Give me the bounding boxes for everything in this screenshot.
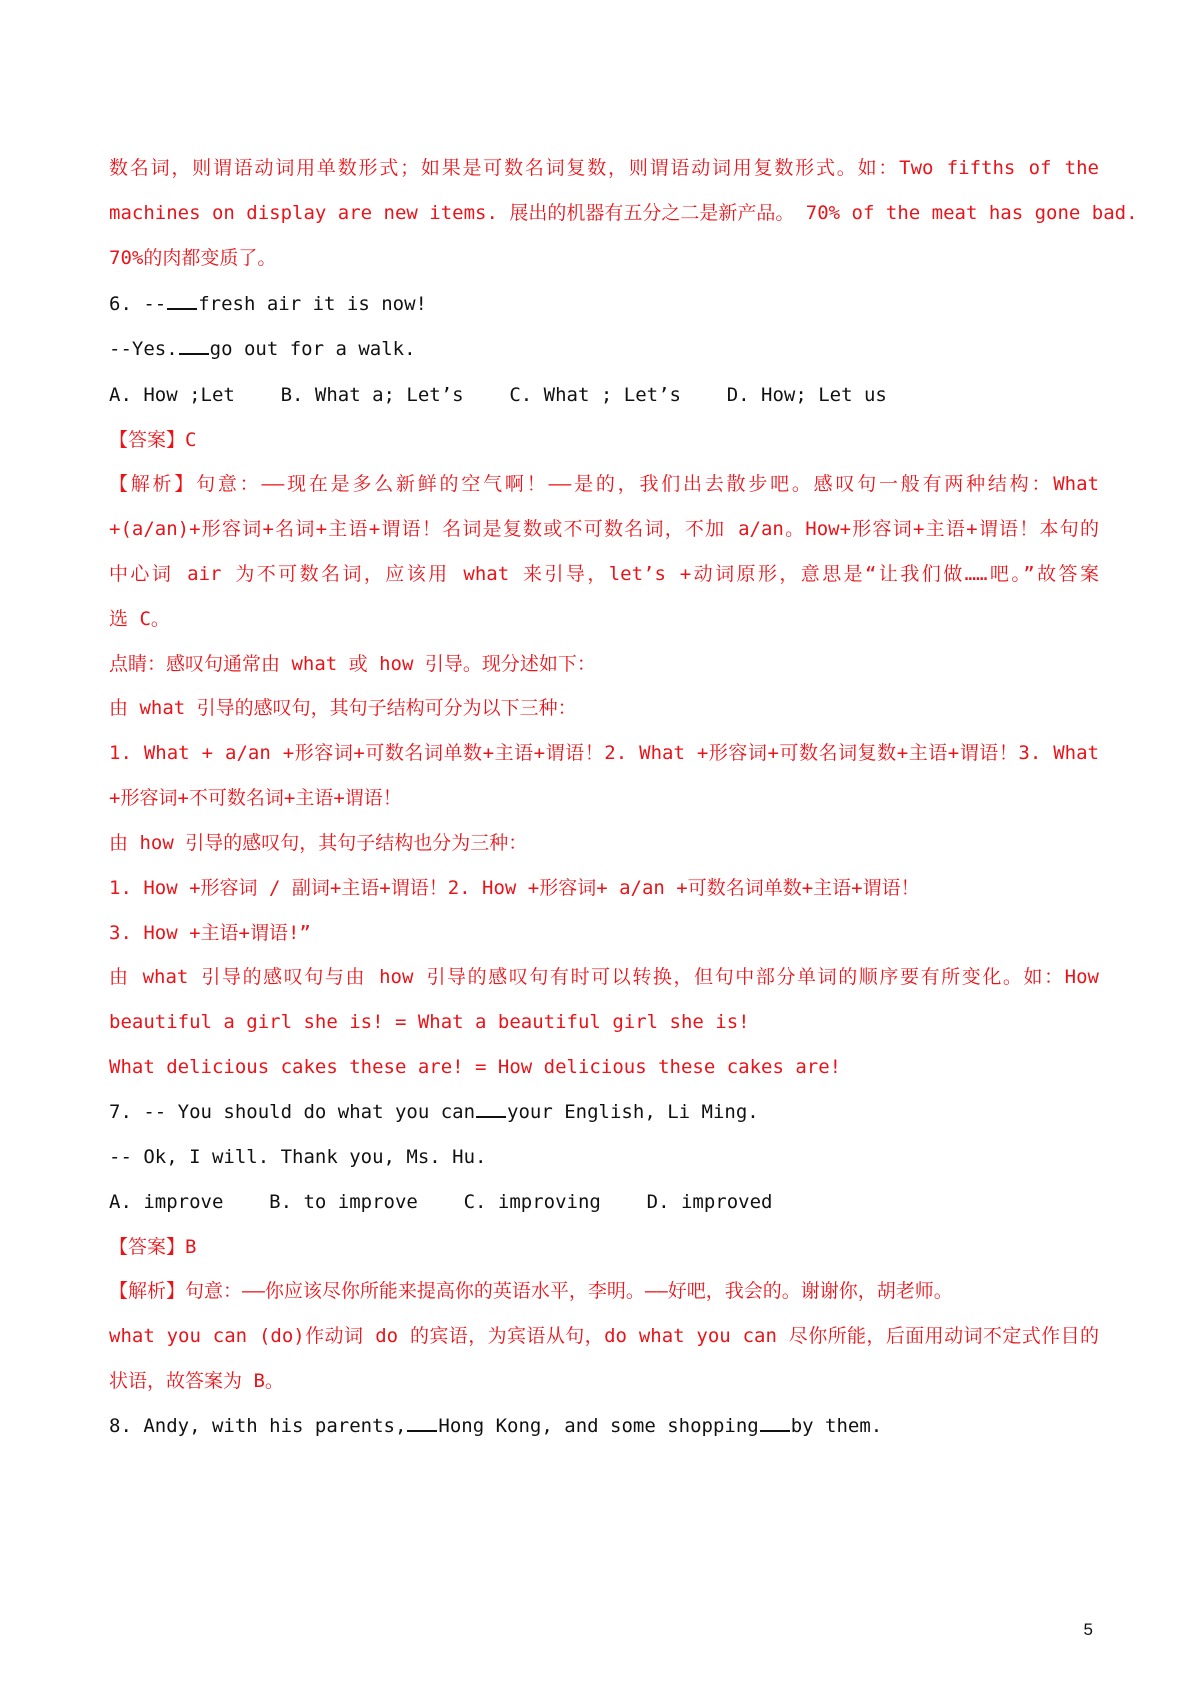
question-7 (109, 1098, 1099, 1126)
question-text: 6. -- (109, 293, 167, 315)
question-text: by them. (790, 1415, 883, 1437)
question-text: --Yes. (109, 338, 178, 360)
question-6-options: A. How ;Let B. What a; Let’s C. What ; Let’s D. How; Let us (109, 384, 887, 406)
question-6-reply (109, 335, 1099, 363)
question-7-reply: -- Ok, I will. Thank you, Ms. Hu. (109, 1146, 487, 1168)
explanation-line: +(a/an)+形容词+名词+主语+谓语！名词是复数或不可数名词，不加 a/an。How+形容词+主语+谓语！本句的 (109, 518, 1099, 540)
tip-line: 由 what 引导的感叹句，其句子结构可分为以下三种： (109, 697, 577, 719)
answer-blank (179, 335, 209, 355)
question-6 (109, 290, 1099, 318)
question-text: 8. Andy, with his parents, (109, 1415, 407, 1437)
explanation-line: what you can (do)作动词 do 的宾语，为宾语从句，do what you can 尽你所能，后面用动词不定式作目的 (109, 1325, 1099, 1347)
explanation-line: 【解析】句意：——你应该尽你所能来提高你的英语水平，李明。——好吧，我会的。谢谢你，胡老师。 (109, 1280, 953, 1302)
question-text: 7. -- You should do what you can (109, 1101, 476, 1123)
answer-7: 【答案】B (109, 1236, 197, 1258)
tip-line: 3. How +主语+谓语!” (109, 922, 311, 944)
tip-line: +形容词+不可数名词+主语+谓语！ (109, 787, 402, 809)
question-text: fresh air it is now! (198, 293, 427, 315)
answer-blank (476, 1098, 506, 1118)
tip-line: beautiful a girl she is! = What a beautiful girl she is! (109, 1011, 750, 1033)
question-8 (109, 1412, 1099, 1440)
tip-line: 1. How +形容词 / 副词+主语+谓语！2. How +形容词+ a/an +可数名词单数+主语+谓语！ (109, 877, 920, 899)
tip-line: 1. What + a/an +形容词+可数名词单数+主语+谓语！2. What +形容词+可数名词复数+主语+谓语！3. What (109, 742, 1099, 764)
explanation-line: 中心词 air 为不可数名词，应该用 what 来引导，let’s +动词原形，意思是“让我们做……吧。”故答案 (109, 563, 1099, 585)
explanation-line: 【解析】句意：——现在是多么新鲜的空气啊！——是的，我们出去散步吧。感叹句一般有两种结构：What (109, 473, 1099, 495)
tip-line: 点睛：感叹句通常由 what 或 how 引导。现分述如下： (109, 653, 596, 675)
page-number: 5 (1083, 1620, 1093, 1639)
tip-line: 由 how 引导的感叹句，其句子结构也分为三种： (109, 832, 528, 854)
explanation-line: 70%的肉都变质了。 (109, 247, 277, 269)
explanation-line: 选 C。 (109, 608, 170, 630)
tip-line: 由 what 引导的感叹句与由 how 引导的感叹句有时可以转换，但句中部分单词的顺序要有所变化。如：How (109, 966, 1099, 988)
explanation-line: 状语，故答案为 B。 (109, 1370, 284, 1392)
tip-line: What delicious cakes these are! = How delicious these cakes are! (109, 1056, 842, 1078)
answer-blank (407, 1412, 437, 1432)
question-text: your English, Li Ming. (507, 1101, 759, 1123)
question-text: go out for a walk. (209, 338, 416, 360)
answer-blank (760, 1412, 790, 1432)
answer-blank (167, 290, 197, 310)
answer-6: 【答案】C (109, 429, 197, 451)
explanation-line: machines on display are new items. 展出的机器有五分之二是新产品。 70% of the meat has gone bad. (109, 202, 1138, 224)
explanation-line: 数名词，则谓语动词用单数形式；如果是可数名词复数，则谓语动词用复数形式。如：Two fifths of the (109, 157, 1099, 179)
question-text: Hong Kong, and some shopping (438, 1415, 759, 1437)
question-7-options: A. improve B. to improve C. improving D. improved (109, 1191, 773, 1213)
